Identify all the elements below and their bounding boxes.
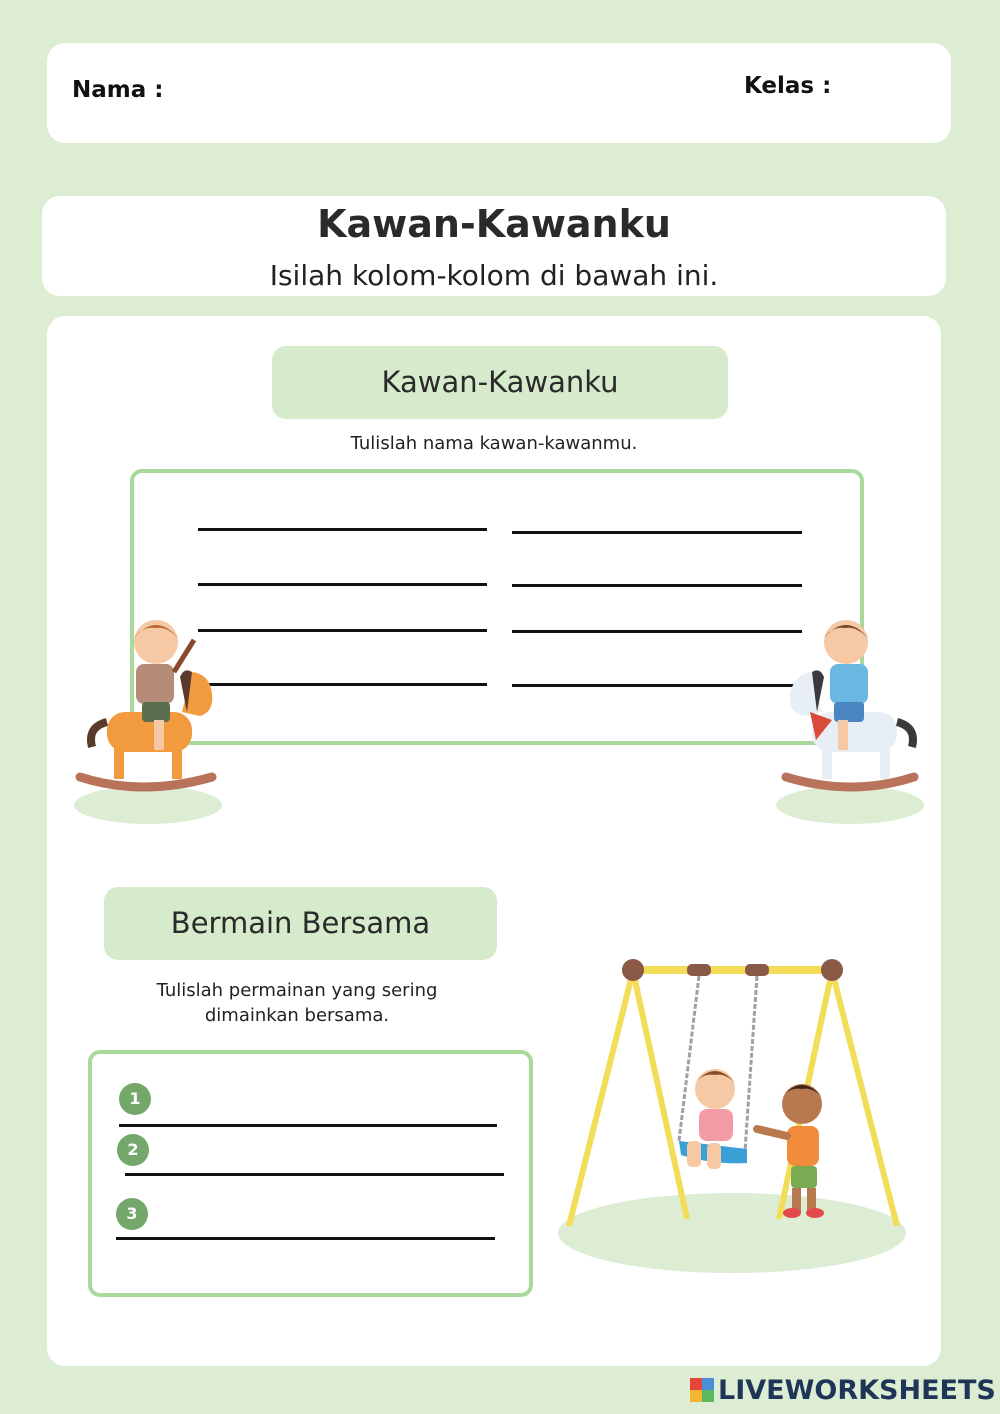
friend-name-line-8[interactable] (512, 684, 802, 687)
student-info-card (47, 43, 951, 143)
name-label: Nama : (72, 77, 164, 103)
page-subtitle: Isilah kolom-kolom di bawah ini. (269, 259, 719, 292)
page-title: Kawan-Kawanku (317, 202, 671, 246)
title-card (42, 196, 946, 296)
section-friends-instruction: Tulislah nama kawan-kawanmu. (350, 433, 638, 454)
swing-illustration (547, 951, 917, 1281)
liveworksheets-icon (690, 1378, 714, 1402)
game-answer-line-1[interactable] (119, 1124, 497, 1127)
section-play-instruction-line-1: Tulislah permainan yang sering (156, 980, 438, 1001)
rocking-horse-boy-right-illustration (772, 612, 932, 827)
friend-name-line-4[interactable] (512, 584, 802, 587)
friend-name-line-5[interactable] (198, 629, 487, 632)
section-friends-heading: Kawan-Kawanku (272, 346, 728, 419)
liveworksheets-logo (690, 1372, 996, 1408)
number-badge-1: 1 (119, 1083, 151, 1115)
number-badge-2: 2 (117, 1134, 149, 1166)
game-answer-line-3[interactable] (116, 1237, 495, 1240)
section-play-instruction (102, 978, 492, 1028)
friend-name-line-6[interactable] (512, 630, 802, 633)
worksheet-body (47, 316, 941, 1366)
friend-name-line-3[interactable] (198, 583, 487, 586)
friend-name-line-1[interactable] (198, 528, 487, 531)
class-label: Kelas : (744, 73, 832, 99)
game-answer-line-2[interactable] (125, 1173, 504, 1176)
friends-names-box (130, 469, 864, 745)
friend-name-line-2[interactable] (512, 531, 802, 534)
number-badge-3: 3 (116, 1198, 148, 1230)
friend-name-line-7[interactable] (198, 683, 487, 686)
section-play-instruction-line-2: dimainkan bersama. (204, 1005, 390, 1026)
rocking-horse-boy-left-illustration (72, 612, 232, 827)
section-play-heading: Bermain Bersama (104, 887, 497, 960)
liveworksheets-brand-text: LIVEWORKSHEETS (718, 1374, 996, 1406)
